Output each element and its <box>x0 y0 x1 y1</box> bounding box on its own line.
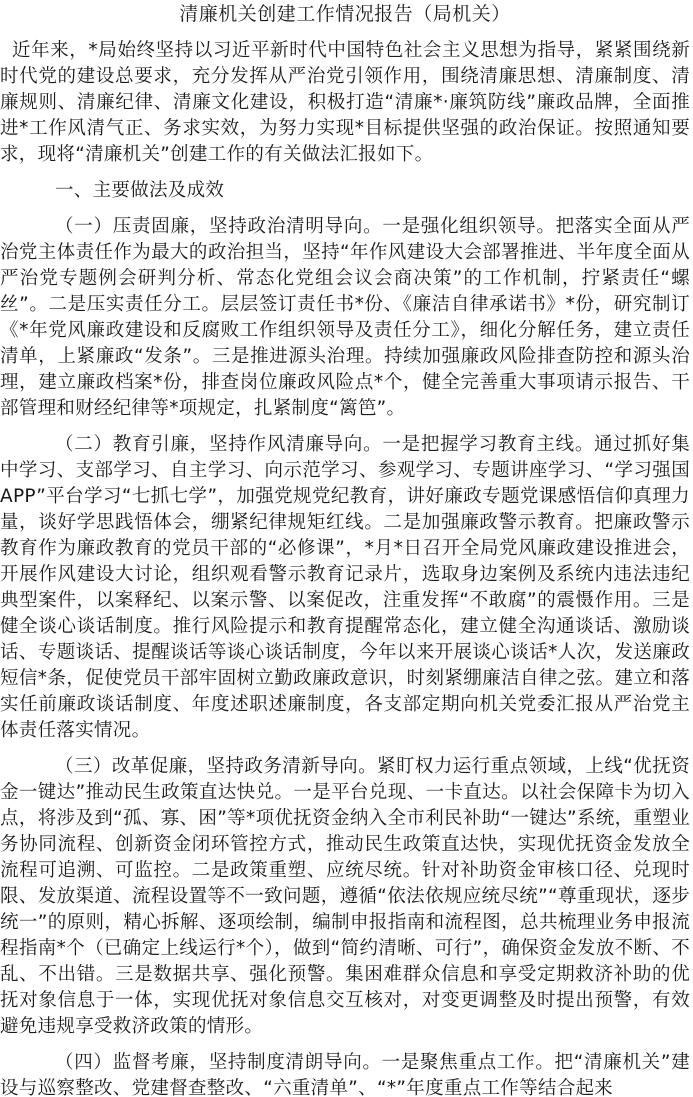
body-paragraph-1: （一）压责固廉，坚持政治清明导向。一是强化组织领导。把落实全面从严治党主体责任作为最大的政治担当，坚持“年作风建设大会部署推进、半年度全面从严治党专题例会研判分析、常态化党组会议会商决策”的工作机制，拧紧责任“螺丝”。二是压实责任分工。层层签订责任书*份、《廉洁自律承诺书》*份，研究制订《*年党风廉政建设和反腐败工作组织领导及责任分工》，细化分解任务，建立责任清单，上紧廉政“发条”。三是推进源头治理。持续加强廉政风险排查防控和源头治理，建立廉政档案*份，排查岗位廉政风险点*个，健全完善重大事项请示报告、干部管理和财经纪律等*项规定，扎紧制度“篱笆”。 <box>0 216 690 419</box>
body-paragraph-2: （二）教育引廉，坚持作风清廉导向。一是把握学习教育主线。通过抓好集中学习、支部学习、自主学习、向示范学习、参观学习、专题讲座学习、“学习强国APP”平台学习“七抓七学”，加强党规党纪教育，讲好廉政专题党课感悟信仰真理力量，谈好学思践悟体会，绷紧纪律规矩红线。二是加强廉政警示教育。把廉政警示教育作为廉政教育的党员干部的“必修课”，*月*日召开全局党风廉政建设推进会，开展作风建设大讨论，组织观看警示教育记录片，选取身边案例及系统内违法违纪典型案件，以案释纪、以案示警、以案促改，注重发挥“不敢腐”的震慑作用。三是健全谈心谈话制度。推行风险提示和教育提醒常态化，建立健全沟通谈话、激励谈话、专题谈话、提醒谈话等谈心谈话制度，今年以来开展谈心谈话*人次，发送廉政短信*条，促使党员干部牢固树立勤政廉政意识，时刻紧绷廉洁自律之弦。建立和落实任前廉政谈话制度、年度述职述廉制度，各支部定期向机关党委汇报从严治党主体责任落实情况。 <box>0 434 690 741</box>
intro-paragraph: 近年来，*局始终坚持以习近平新时代中国特色社会主义思想为指导，紧紧围绕新时代党的建设总要求，充分发挥从严治党引领作用，围绕清廉思想、清廉制度、清廉规则、清廉纪律、清廉文化建设，积极打造“清廉*·廉筑防线”廉政品牌，全面推进*工作风清气正、务求实效，为努力实现*目标提供坚强的政治保证。按照通知要求，现将“清廉机关”创建工作的有关做法汇报如下。 <box>0 40 690 165</box>
body-paragraph-4: （四）监督考廉，坚持制度清朗导向。一是聚焦重点工作。把“清廉机关”建设与巡察整改、党建督查整改、“六重清单”、“*”年度重点工作等结合起来 <box>0 1052 690 1097</box>
body-paragraph-3: （三）改革促廉，坚持政务清新导向。紧盯权力运行重点领域，上线“优抚资金一键达”推动民生政策直达快兑。一是平台兑现、一卡直达。以社会保障卡为切入点，将涉及到“孤、寡、困”等*项优抚资金纳入全市利民补助“一键达”系统，重塑业务协同流程、创新资金闭环管控方式，推动民生政策直达快，实现优抚资金发放全流程可追溯、可监控。二是政策重塑、应统尽统。针对补助资金审核口径、兑现时限、发放渠道、流程设置等不一致问题，遵循“依法依规应统尽统”“尊重现状，逐步统一”的原则，精心拆解、逐项绘制，编制申报指南和流程图，总共梳理业务申报流程指南*个（已确定上线运行*个），做到“简约清晰、可行”，确保资金发放不断、不乱、不出错。三是数据共享、强化预警。集困难群众信息和享受定期救济补助的优抚对象信息于一体，实现优抚对象信息交互核对，对变更调整及时提出预警，有效避免违规享受救济政策的情形。 <box>0 756 690 1037</box>
section-heading: 一、主要做法及成效 <box>55 180 225 201</box>
report-title: 清廉机关创建工作情况报告（局机关） <box>179 3 511 25</box>
